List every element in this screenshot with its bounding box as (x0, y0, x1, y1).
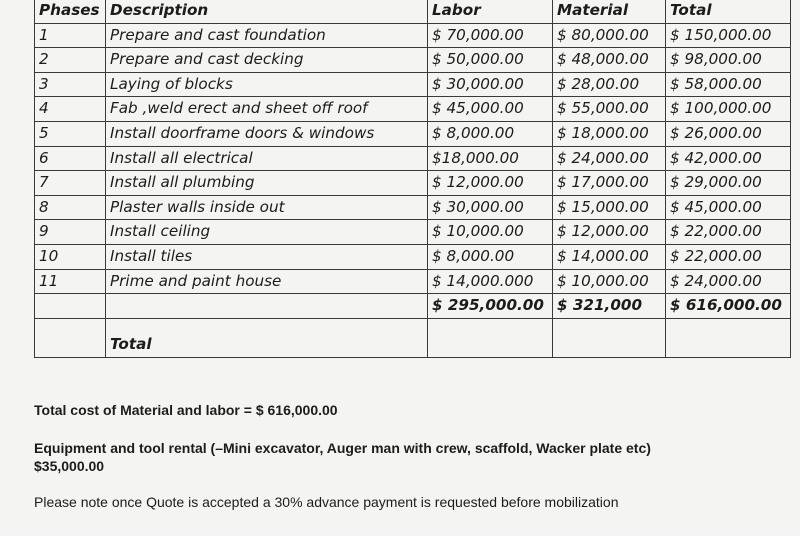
total-label-phase-cell (35, 318, 106, 357)
description: Prepare and cast decking (106, 48, 428, 73)
total-cost: $ 42,000.00 (666, 146, 791, 171)
table-row (35, 220, 791, 245)
description: Prime and paint house (106, 269, 428, 294)
table-row (35, 244, 791, 269)
equipment-cost: $35,000.00 (34, 458, 105, 474)
total-cost-line: Total cost of Material and labor = $ 616,000.00 (34, 402, 338, 418)
table-header-row (35, 0, 791, 23)
header-total: Total (666, 0, 791, 23)
description: Install all plumbing (106, 171, 428, 196)
labor-cost: $ 50,000.00 (428, 48, 553, 73)
table-row (35, 23, 791, 48)
phase-number: 8 (35, 195, 106, 220)
total-labor: $ 295,000.00 (428, 294, 553, 319)
totals-desc-cell (106, 294, 428, 319)
phase-number: 7 (35, 171, 106, 196)
total-cost: $ 45,000.00 (666, 195, 791, 220)
description: Install doorframe doors & windows (106, 121, 428, 146)
material-cost: $ 80,000.00 (553, 23, 666, 48)
total-label-row (35, 318, 791, 357)
labor-cost: $ 10,000.00 (428, 220, 553, 245)
equipment-rental-line: Equipment and tool rental (–Mini excavator, Auger man with crew, scaffold, Wacker plate etc) (34, 440, 651, 456)
totals-row (35, 294, 791, 319)
description: Prepare and cast foundation (106, 23, 428, 48)
material-cost: $ 10,000.00 (553, 269, 666, 294)
description: Install ceiling (106, 220, 428, 245)
material-cost: $ 55,000.00 (553, 97, 666, 122)
phase-number: 4 (35, 97, 106, 122)
table-row (35, 269, 791, 294)
total-label-total-cell (666, 318, 791, 357)
labor-cost: $ 30,000.00 (428, 195, 553, 220)
phase-number: 9 (35, 220, 106, 245)
phase-number: 5 (35, 121, 106, 146)
advance-payment-note: Please note once Quote is accepted a 30% advance payment is requested before mobilization (34, 494, 619, 510)
table-row (35, 97, 791, 122)
labor-cost: $ 14,000.000 (428, 269, 553, 294)
table-row (35, 72, 791, 97)
description: Install all electrical (106, 146, 428, 171)
total-cost: $ 29,000.00 (666, 171, 791, 196)
header-material: Material (553, 0, 666, 23)
labor-cost: $18,000.00 (428, 146, 553, 171)
material-cost: $ 24,000.00 (553, 146, 666, 171)
labor-cost: $ 12,000.00 (428, 171, 553, 196)
table-row (35, 48, 791, 73)
total-cost: $ 150,000.00 (666, 23, 791, 48)
header-description: Description (106, 0, 428, 23)
table-row (35, 146, 791, 171)
description: Plaster walls inside out (106, 195, 428, 220)
material-cost: $ 15,000.00 (553, 195, 666, 220)
material-cost: $ 48,000.00 (553, 48, 666, 73)
description: Laying of blocks (106, 72, 428, 97)
total-cost: $ 26,000.00 (666, 121, 791, 146)
phase-number: 11 (35, 269, 106, 294)
labor-cost: $ 45,000.00 (428, 97, 553, 122)
material-cost: $ 17,000.00 (553, 171, 666, 196)
phase-number: 10 (35, 244, 106, 269)
total-cost: $ 22,000.00 (666, 244, 791, 269)
labor-cost: $ 30,000.00 (428, 72, 553, 97)
material-cost: $ 18,000.00 (553, 121, 666, 146)
total-material: $ 321,000 (553, 294, 666, 319)
phase-number: 6 (35, 146, 106, 171)
table-row (35, 195, 791, 220)
table-body (35, 23, 791, 294)
description: Fab ,weld erect and sheet off roof (106, 97, 428, 122)
phase-number: 3 (35, 72, 106, 97)
phase-number: 2 (35, 48, 106, 73)
material-cost: $ 14,000.00 (553, 244, 666, 269)
material-cost: $ 12,000.00 (553, 220, 666, 245)
labor-cost: $ 70,000.00 (428, 23, 553, 48)
header-phases: Phases (35, 0, 106, 23)
totals-phase-cell (35, 294, 106, 319)
total-cost: $ 58,000.00 (666, 72, 791, 97)
total-cost: $ 100,000.00 (666, 97, 791, 122)
quote-table (34, 0, 791, 358)
grand-total: $ 616,000.00 (666, 294, 791, 319)
labor-cost: $ 8,000.00 (428, 121, 553, 146)
total-label: Total (106, 318, 428, 357)
total-cost: $ 98,000.00 (666, 48, 791, 73)
total-cost: $ 22,000.00 (666, 220, 791, 245)
material-cost: $ 28,00.00 (553, 72, 666, 97)
description: Install tiles (106, 244, 428, 269)
table-row (35, 121, 791, 146)
header-labor: Labor (428, 0, 553, 23)
total-label-material-cell (553, 318, 666, 357)
total-cost: $ 24,000.00 (666, 269, 791, 294)
total-label-labor-cell (428, 318, 553, 357)
labor-cost: $ 8,000.00 (428, 244, 553, 269)
phase-number: 1 (35, 23, 106, 48)
table-row (35, 171, 791, 196)
